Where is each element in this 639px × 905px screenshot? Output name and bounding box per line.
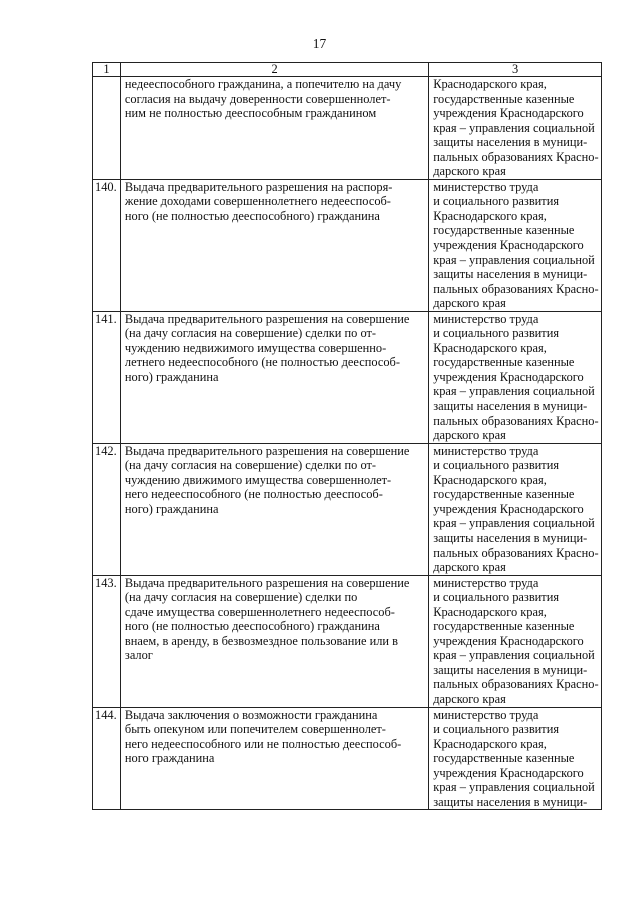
row-number: 144.	[93, 707, 121, 810]
column-header-1: 1	[93, 63, 121, 77]
row-number	[93, 77, 121, 180]
table-row	[93, 77, 602, 180]
service-description: Выдача предварительного разрешения на совершение (на дачу согласия на совершение) сделки по от- чуждению недвижимого имущества совершенно- летнего недееспособного (не полностью дееспособ- ного) гражданина	[120, 311, 428, 443]
row-number: 140.	[93, 179, 121, 311]
table-row	[93, 311, 602, 443]
row-number: 141.	[93, 311, 121, 443]
column-header-2: 2	[120, 63, 428, 77]
responsible-organization: министерство труда и социального развития Краснодарского края, государственные казенные учреждения Краснодарского края – управления социальной защиты населения в муници- пальных образованиях Красно- дарского края	[429, 443, 602, 575]
row-number: 142.	[93, 443, 121, 575]
service-description: Выдача предварительного разрешения на распоря- жение доходами совершеннолетнего недееспособ- ного (не полностью дееспособного) гражданина	[120, 179, 428, 311]
table-header-row	[93, 63, 602, 77]
responsible-organization: министерство труда и социального развития Краснодарского края, государственные казенные учреждения Краснодарского края – управления социальной защиты населения в муници-	[429, 707, 602, 810]
column-header-3: 3	[429, 63, 602, 77]
service-description: Выдача предварительного разрешения на совершение (на дачу согласия на совершение) сделки по от- чуждению движимого имущества совершеннолет- него недееспособного (не полностью дееспособ- ного) гражданина	[120, 443, 428, 575]
table-row	[93, 443, 602, 575]
responsible-organization: министерство труда и социального развития Краснодарского края, государственные казенные учреждения Краснодарского края – управления социальной защиты населения в муници- пальных образованиях Красно- дарского края	[429, 179, 602, 311]
page-number: 17	[312, 36, 327, 51]
responsible-organization: Краснодарского края, государственные казенные учреждения Краснодарского края – управления социальной защиты населения в муници- пальных образованиях Красно- дарского края	[429, 77, 602, 180]
table-row	[93, 179, 602, 311]
table-row	[93, 707, 602, 810]
table-row	[93, 575, 602, 707]
services-table	[92, 62, 602, 810]
service-description: Выдача заключения о возможности гражданина быть опекуном или попечителем совершеннолет- него недееспособного или не полностью дееспособ- ного гражданина	[120, 707, 428, 810]
responsible-organization: министерство труда и социального развития Краснодарского края, государственные казенные учреждения Краснодарского края – управления социальной защиты населения в муници- пальных образованиях Красно- дарского края	[429, 575, 602, 707]
service-description: недееспособного гражданина, а попечителю на дачу согласия на выдачу доверенности совершеннолет- ним не полностью дееспособным гражданином	[120, 77, 428, 180]
row-number: 143.	[93, 575, 121, 707]
responsible-organization: министерство труда и социального развития Краснодарского края, государственные казенные учреждения Краснодарского края – управления социальной защиты населения в муници- пальных образованиях Красно- дарского края	[429, 311, 602, 443]
service-description: Выдача предварительного разрешения на совершение (на дачу согласия на совершение) сделки по сдаче имущества совершеннолетнего недееспособ- ного (не полностью дееспособного) гражданина внаем, в аренду, в безвозмездное пользование или в залог	[120, 575, 428, 707]
